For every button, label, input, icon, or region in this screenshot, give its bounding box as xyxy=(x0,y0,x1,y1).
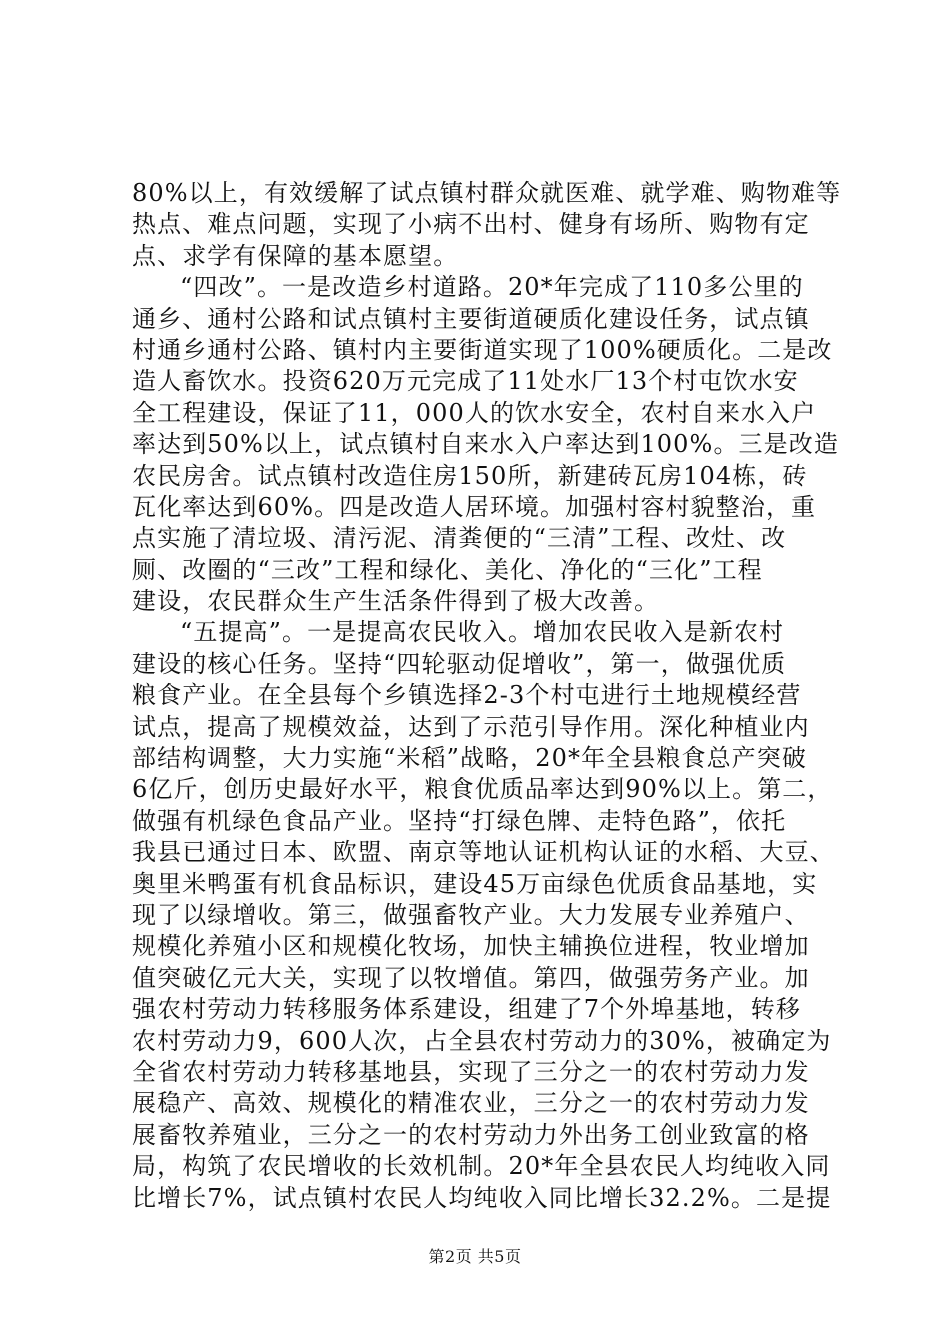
text-line: 率达到50%以上，试点镇村自来水入户率达到100%。三是改造 xyxy=(132,430,839,459)
text-line: 点实施了清垃圾、清污泥、清粪便的“三清”工程、改灶、改 xyxy=(132,524,787,553)
text-line: 农村劳动力9，600人次，占全县农村劳动力的30%，被确定为 xyxy=(132,1026,832,1055)
text-line: 规模化养殖小区和规模化牧场，加快主辅换位进程，牧业增加 xyxy=(132,932,810,961)
text-line: 局，构筑了农民增收的长效机制。20*年全县农民人均纯收入同 xyxy=(132,1152,831,1181)
text-line: 现了以绿增收。第三，做强畜牧产业。大力发展专业养殖户、 xyxy=(132,900,810,929)
text-line: 全省农村劳动力转移基地县，实现了三分之一的农村劳动力发 xyxy=(132,1057,810,1086)
text-line: 展畜牧养殖业，三分之一的农村劳动力外出务工创业致富的格 xyxy=(132,1120,810,1149)
body-text xyxy=(132,178,842,1214)
text-line: 比增长7%，试点镇村农民人均纯收入同比增长32.2%。二是提 xyxy=(132,1183,832,1212)
text-line: 建设，农民群众生产生活条件得到了极大改善。 xyxy=(132,587,660,616)
text-line: 热点、难点问题，实现了小病不出村、健身有场所、购物有定 xyxy=(132,210,810,239)
text-line: 建设的核心任务。坚持“四轮驱动促增收”，第一，做强优质 xyxy=(132,649,787,678)
text-line: 试点，提高了规模效益，达到了示范引导作用。深化种植业内 xyxy=(132,712,810,741)
text-line: 80%以上，有效缓解了试点镇村群众就医难、就学难、购物难等 xyxy=(132,179,842,207)
text-line: 造人畜饮水。投资620万元完成了11处水厂13个村屯饮水安 xyxy=(132,367,799,396)
text-line: 点、求学有保障的基本愿望。 xyxy=(132,241,459,270)
text-line: 我县已通过日本、欧盟、南京等地认证机构认证的水稻、大豆、 xyxy=(132,838,835,867)
text-line: “四改”。一是改造乡村道路。20*年完成了110多公里的 xyxy=(180,273,804,302)
text-line: 全工程建设，保证了11，000人的饮水安全，农村自来水入户 xyxy=(132,398,817,427)
text-line: 农民房舍。试点镇村改造住房150所，新建砖瓦房104栋，砖 xyxy=(132,461,808,490)
text-line: 值突破亿元大关，实现了以牧增值。第四，做强劳务产业。加 xyxy=(132,963,810,992)
text-line: 6亿斤，创历史最好水平，粮食优质品率达到90%以上。第二， xyxy=(132,775,833,804)
text-line: 奥里米鸭蛋有机食品标识，建设45万亩绿色优质食品基地，实 xyxy=(132,869,818,898)
text-line: 村通乡通村公路、镇村内主要街道实现了100%硬质化。二是改 xyxy=(132,335,833,364)
text-line: 厕、改圈的“三改”工程和绿化、美化、净化的“三化”工程 xyxy=(132,555,763,584)
text-line: 展稳产、高效、规模化的精准农业，三分之一的农村劳动力发 xyxy=(132,1089,810,1118)
text-line: 部结构调整，大力实施“米稻”战略，20*年全县粮食总产突破 xyxy=(132,744,807,773)
text-line: 做强有机绿色食品产业。坚持“打绿色牌、走特色路”，依托 xyxy=(132,806,787,835)
text-line: 粮食产业。在全县每个乡镇选择2-3个村屯进行土地规模经营 xyxy=(132,681,802,710)
text-line: 通乡、通村公路和试点镇村主要街道硬质化建设任务，试点镇 xyxy=(132,304,810,333)
text-line: 瓦化率达到60%。四是改造人居环境。加强村容村貌整治，重 xyxy=(132,492,817,521)
text-line: 强农村劳动力转移服务体系建设，组建了7个外埠基地，转移 xyxy=(132,995,801,1024)
page-footer: 第2页 共5页 xyxy=(428,1247,522,1266)
text-line: “五提高”。一是提高农民收入。增加农民收入是新农村 xyxy=(180,618,785,647)
